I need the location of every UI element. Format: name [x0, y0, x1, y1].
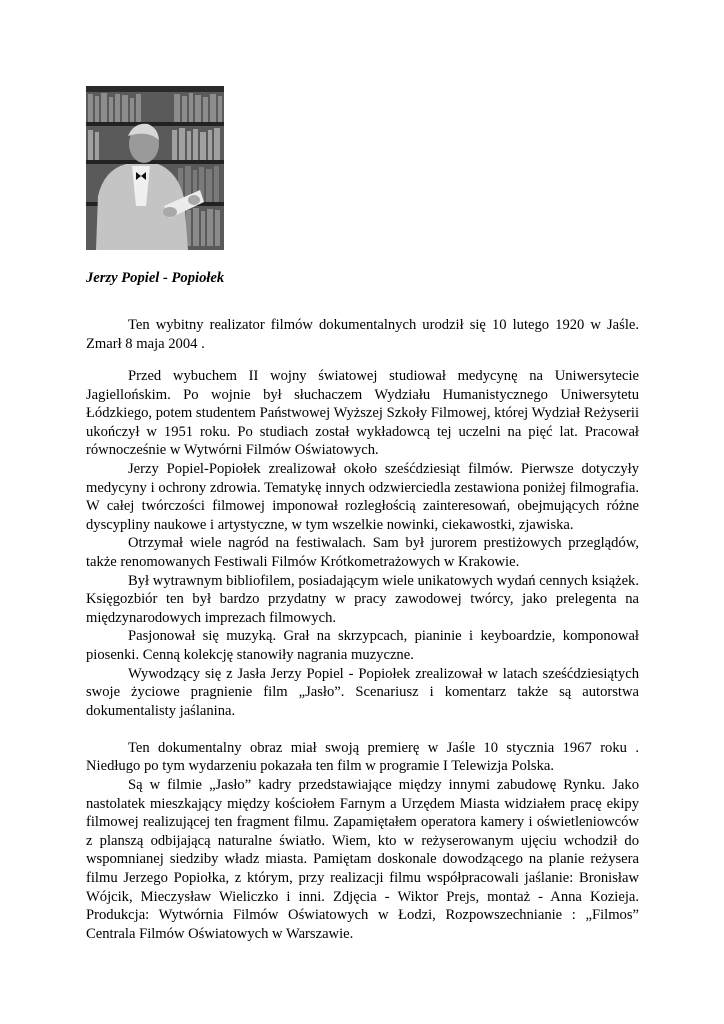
document-heading: Jerzy Popiel - Popiołek	[86, 270, 225, 286]
paragraph-education: Przed wybuchem II wojny światowej studiował medycynę na Uniwersytecie Jagiellońskim. Po wojnie był słuchaczem Wydziału Humanistycznego Uniwersytetu Łódzkiego, potem studentem Państwowej Wyższej Szkoły Filmowej, której Wydział Reżyserii ukończył w 1951 roku. Po studiach został wykładowcą tej uczelni na pięć lat. Pracował równocześnie w Wytwórni Filmów Oświatowych.	[86, 368, 639, 459]
paragraph-jaslo-film: Wywodzący się z Jasła Jerzy Popiel - Popiołek zrealizował w latach sześćdziesiątych swoje życiowe pragnienie film „Jasło”. Scenariusz i komentarz także są autorstwa dokumentalisty jaślanina.	[86, 665, 639, 719]
paragraph-bibliophile: Był wytrawnym bibliofilem, posiadającym wiele unikatowych wydań cennych książek. Księgozbiór ten był bardzo przydatny w pracy zawodowej twórcy, jako prelegenta na międzynarodowych imprezach filmowych.	[86, 572, 639, 626]
paragraph-music: Pasjonował się muzyką. Grał na skrzypcach, pianinie i keyboardzie, komponował piosenki. Cenną kolekcję stanowiły nagrania muzyczne.	[86, 628, 639, 663]
body-section-2	[86, 367, 639, 943]
paragraph-memories: Są w filmie „Jasło” kadry przedstawiające między innymi zabudowę Rynku. Jako nastolatek mieszkający między kościołem Farnym a Urzędem Miasta widziałem pracę ekipy filmowej realizującej ten fragment filmu. Zapamiętałem operatora kamery i oświetleniowców z planszą odbijającą naturalne światło. Wiem, kto w reżyserowanym ujęciu wchodził do wspomnianej siedziby władz miasta. Pamiętam doskonale dowodzącego na planie reżysera filmu Jerzego Popiołka, z którym, przy realizacji filmu współpracowali jaślanie: Bronisław Wójcik, Mieczysław Wieliczko i inni. Zdjęcia - Wiktor Prejs, montaż - Anna Kozieja. Produkcja: Wytwórnia Filmów Oświatowych w Łodzi, Rozpowszechnianie : „Filmos” Centrala Filmów Oświatowych w Warszawie.	[86, 777, 639, 942]
paragraph-birth: Ten wybitny realizator filmów dokumentalnych urodził się 10 lutego 1920 w Jaśle. Zmarł 8 maja 2004 .	[86, 317, 639, 352]
paragraph-awards: Otrzymał wiele nagród na festiwalach. Sam był jurorem prestiżowych przeglądów, także renomowanych Festiwali Filmów Krótkometrażowych w Krakowie.	[86, 535, 639, 570]
paragraph-premiere: Ten dokumentalny obraz miał swoją premierę w Jaśle 10 stycznia 1967 roku . Niedługo po tym wydarzeniu pokazała ten film w programie I Telewizja Polska.	[86, 739, 639, 775]
portrait-photo	[86, 86, 224, 250]
paragraph-films: Jerzy Popiel-Popiołek zrealizował około sześćdziesiąt filmów. Pierwsze dotyczyły medycyny i ochrony zdrowia. Tematykę innych odzwierciedla zestawiona poniżej filmografia. W całej twórczości filmowej imponował rozległością zainteresowań, obejmujących różne dyscypliny naukowe i artystyczne, w tym wszelkie nowinki, ciekawostki, zjawiska.	[86, 460, 639, 533]
body-section-1	[86, 316, 639, 353]
